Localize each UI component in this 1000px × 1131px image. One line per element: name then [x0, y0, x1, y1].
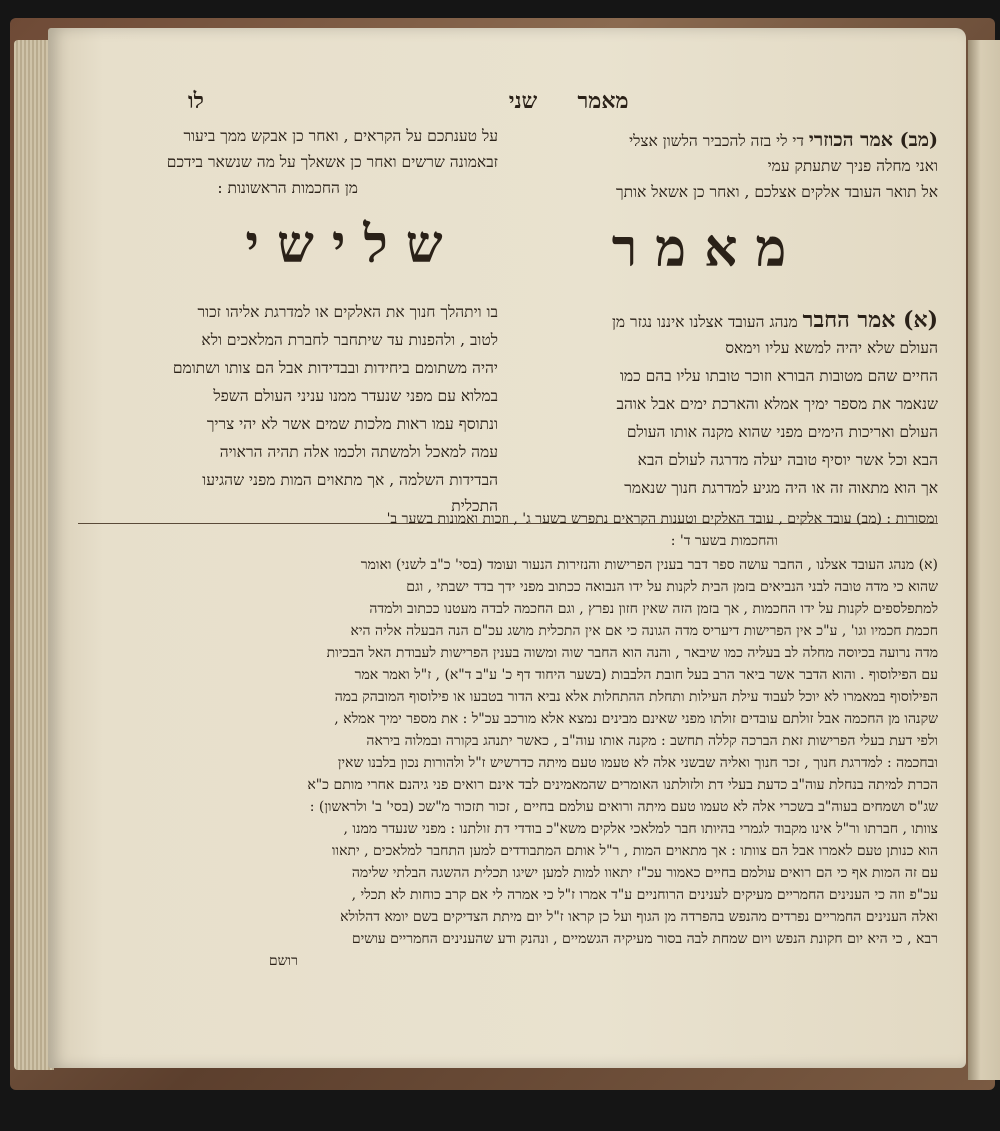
commentary-line: (א) מנהג העובד אצלנו , החבר עושה ספר דבר בענין הפרישות והנזירות הנעור ועומד (בסי' כ"ב לשני) ואומר — [360, 557, 938, 573]
page-number: לו — [188, 88, 204, 114]
commentary-line: הוא כנותן טעם לאמרו אבל הם צוותו : אך מתאוים המות , ר"ל אותם המתבודדים למען התחבר למלאכים , יתאוו — [331, 843, 938, 859]
left-col-line: בו ויתהלך חנוך את האלקים או למדרגת אליהו זכור — [197, 303, 498, 321]
running-title-word2: שני — [508, 88, 538, 114]
commentary-line: ומסורות : (מב) עובד אלקים , עובד האלקים וטענות הקראים נתפרש בשער ג' , וזכות ואמונות בשער ב' — [386, 511, 938, 527]
commentary-line: שג"ס ושמחים בעוה"ב בשכרי אלה לא טעמו טעם מיתה ורואים עולמם בחיים , זכור תזכור מ"שכ (בסי' ב' ולראשון) : — [309, 799, 938, 815]
commentary-line: רבא , כי היא יום חקונת הנפש ויום שמחת לבה בסור מעיקיה הגשמיים , ונהנק ודע שהענינים החמריים עושים — [351, 931, 938, 947]
commentary-line: הפילוסוף במאמרו לא יוכל לעבוד עילת העילות ותחלת ההתחלות אלא נביא הדור בטבעו או פילוסוף המובהק במה — [334, 689, 938, 705]
right-col-line: אך הוא מתאוה זה או היה מגיע למדרגת חנוך שנאמר — [624, 479, 938, 497]
section-lead: (מב) אמר הכוזרי — [808, 129, 938, 151]
commentary-line: עם הפילוסוף . והוא הדבר אשר ביאר הרב בעל חובת הלבבות (בשער היחוד דף כ' ע"ב ד"א) , ז"ל ואמר אמר — [354, 667, 938, 683]
right-col-line: העולם ואריכות הימים מפני שהוא מקנה אותו העולם — [626, 423, 938, 441]
left-top-line: מן החכמות הראשונות : — [217, 179, 358, 197]
line-text: די לי בזה להכביר הלשון אצלי — [629, 132, 804, 150]
left-col-line: במלוא עם מפני שנעדר ממנו עניני העולם השפל — [213, 387, 498, 405]
right-col-line: הבא וכל אשר יוסיף טובה יעלה מדרגה לעולם הבא — [637, 451, 938, 469]
commentary-line: ולפי דעת בעלי הפרישות זאת הברכה קללה תחשב : מקנה אותו עוה"ב , כאשר יתנהג בקורה ובמלוה ביראה — [366, 733, 938, 749]
commentary-line: ואלה הענינים החמריים נפרדים מהנפש בהפרדה מן הגוף ועל כן קראו ז"ל יום מיתת הצדיקים בשם יומא דהלולא — [340, 909, 938, 925]
commentary-line: שקנהו מן החכמה אבל זולתם עובדים זולתו מפני שאינם מבינים נמצא אלא מורכב עכ"ל : את מספר ימיך אמלא , — [334, 711, 938, 727]
right-col-line — [518, 308, 938, 334]
commentary-line: למתפלספים לקנות על ידו החכמות , אך בזמן הזה שאין חזון נפרץ , וגם החכמה לבדה מעטנו ככתוב ולמדה — [369, 601, 938, 617]
left-top-line: על טענתכם על הקראים , ואחר כן אבקש ממך ביעור — [183, 127, 498, 145]
left-col-line: לטוב , ולהפנות עד שיתחבר לחברת המלאכים ולא — [201, 331, 498, 349]
commentary-line: ובחכמה : למדרגת חנוך , זכר חנוך ואליה שבשני אלה לא טעמו טעם מיתה כדרשיש ז"ל ולהורות נכון בלבנו שאין — [337, 755, 938, 771]
commentary-line: שהוא כי מדה טובה לבני הנביאים בזמן הבית לקנות על ידו הנבואה ככתוב מפני ידך בדד ישבתי , וגם — [406, 579, 938, 595]
right-top-line: ואני מחלה פניך שתעתק עמי — [767, 157, 938, 175]
right-top-line — [518, 128, 938, 153]
commentary-line: חכמת חכמיו וגו' , ע"כ אין הפרישות דיעריס מדה הגונה כי אם אין התכלית מושג עכ"ם הנה הבעלה אליה היא — [350, 623, 938, 639]
commentary-line: מדה נרועה בכיוסה מחלה לב בעליה כמו שיבאר , והנה הוא החבר שוה ומשוה בענין הפרישות לעבודת האל הבכיות — [326, 645, 938, 661]
right-col-line: החיים שהם מטובות הבורא וזוכר טובתו עליו בהם כמו — [619, 367, 938, 385]
commentary-line: צוותו , חברתו ור"ל אינו מקבוד לגמרי בהיותו חבר למלאכי אלקים משא"כ בודדי דת זולתנו : מפני שנעדר ממנו , — [343, 821, 938, 837]
right-top-line: אל תואר העובד אלקים אצלכם , ואחר כן אשאל אותך — [616, 183, 938, 201]
facing-page-edge — [968, 40, 1000, 1080]
commentary-line: עם זה המות אף כי הם רואים עולמם בחיים כאמור עכ"ז יתאוו למות למען ישיגו תכלית ההשגה הבלתי שלימה — [351, 865, 938, 881]
left-col-line: עמה למאכל ולמשתה ולכמו אלה תהיה הראויה — [219, 443, 498, 461]
book-page — [48, 28, 966, 1068]
catchword: רושם — [268, 953, 298, 969]
right-col-line: שנאמר את מספר ימיך אמלא והארכת ימים אבל אוהב — [616, 395, 938, 413]
line-text: מנהג העובד אצלנו איננו נגזר מן — [611, 313, 798, 331]
commentary-line: הכרת למיתה בנחלת עוה"ב כדעת בעלי דת ולזולתנו האומרים שהמאמינים לבד אינם רואים פני גיהנם אחרי מותם כ"א — [307, 777, 938, 793]
section-lead: (א) אמר החבר — [802, 308, 938, 333]
left-col-line: התכלית — [451, 497, 498, 515]
section-title-word1: מאמר — [611, 218, 805, 279]
commentary-line: עכ"פ וזה כי הענינים החמריים מעיקים לענינים הרוחניים ע"ד אמרו ז"ל כי אמרה לי אם קרב כוחות לא תכלי , — [351, 887, 938, 903]
commentary-line: והחכמות בשער ד' : — [670, 533, 778, 549]
running-title-word1: מאמר — [577, 88, 629, 114]
left-col-line: ונתוסף עמו ראות מלכות שמים אשר לא יהי צריך — [206, 415, 498, 433]
left-col-line: הבדידות השלמה , אך מתאוים המות מפני שהגיעו — [202, 471, 498, 489]
left-top-line: זבאמונה שרשים ואחר כן אשאלך על מה שנשאר בידכם — [166, 153, 498, 171]
right-col-line: העולם שלא יהיה למשא עליו וימאס — [725, 339, 938, 357]
section-title-word2: שלישי — [245, 214, 461, 275]
left-col-line: יהיה משתומם ביחידות ובבדידות אבל הם צותו ושתומם — [172, 359, 498, 377]
